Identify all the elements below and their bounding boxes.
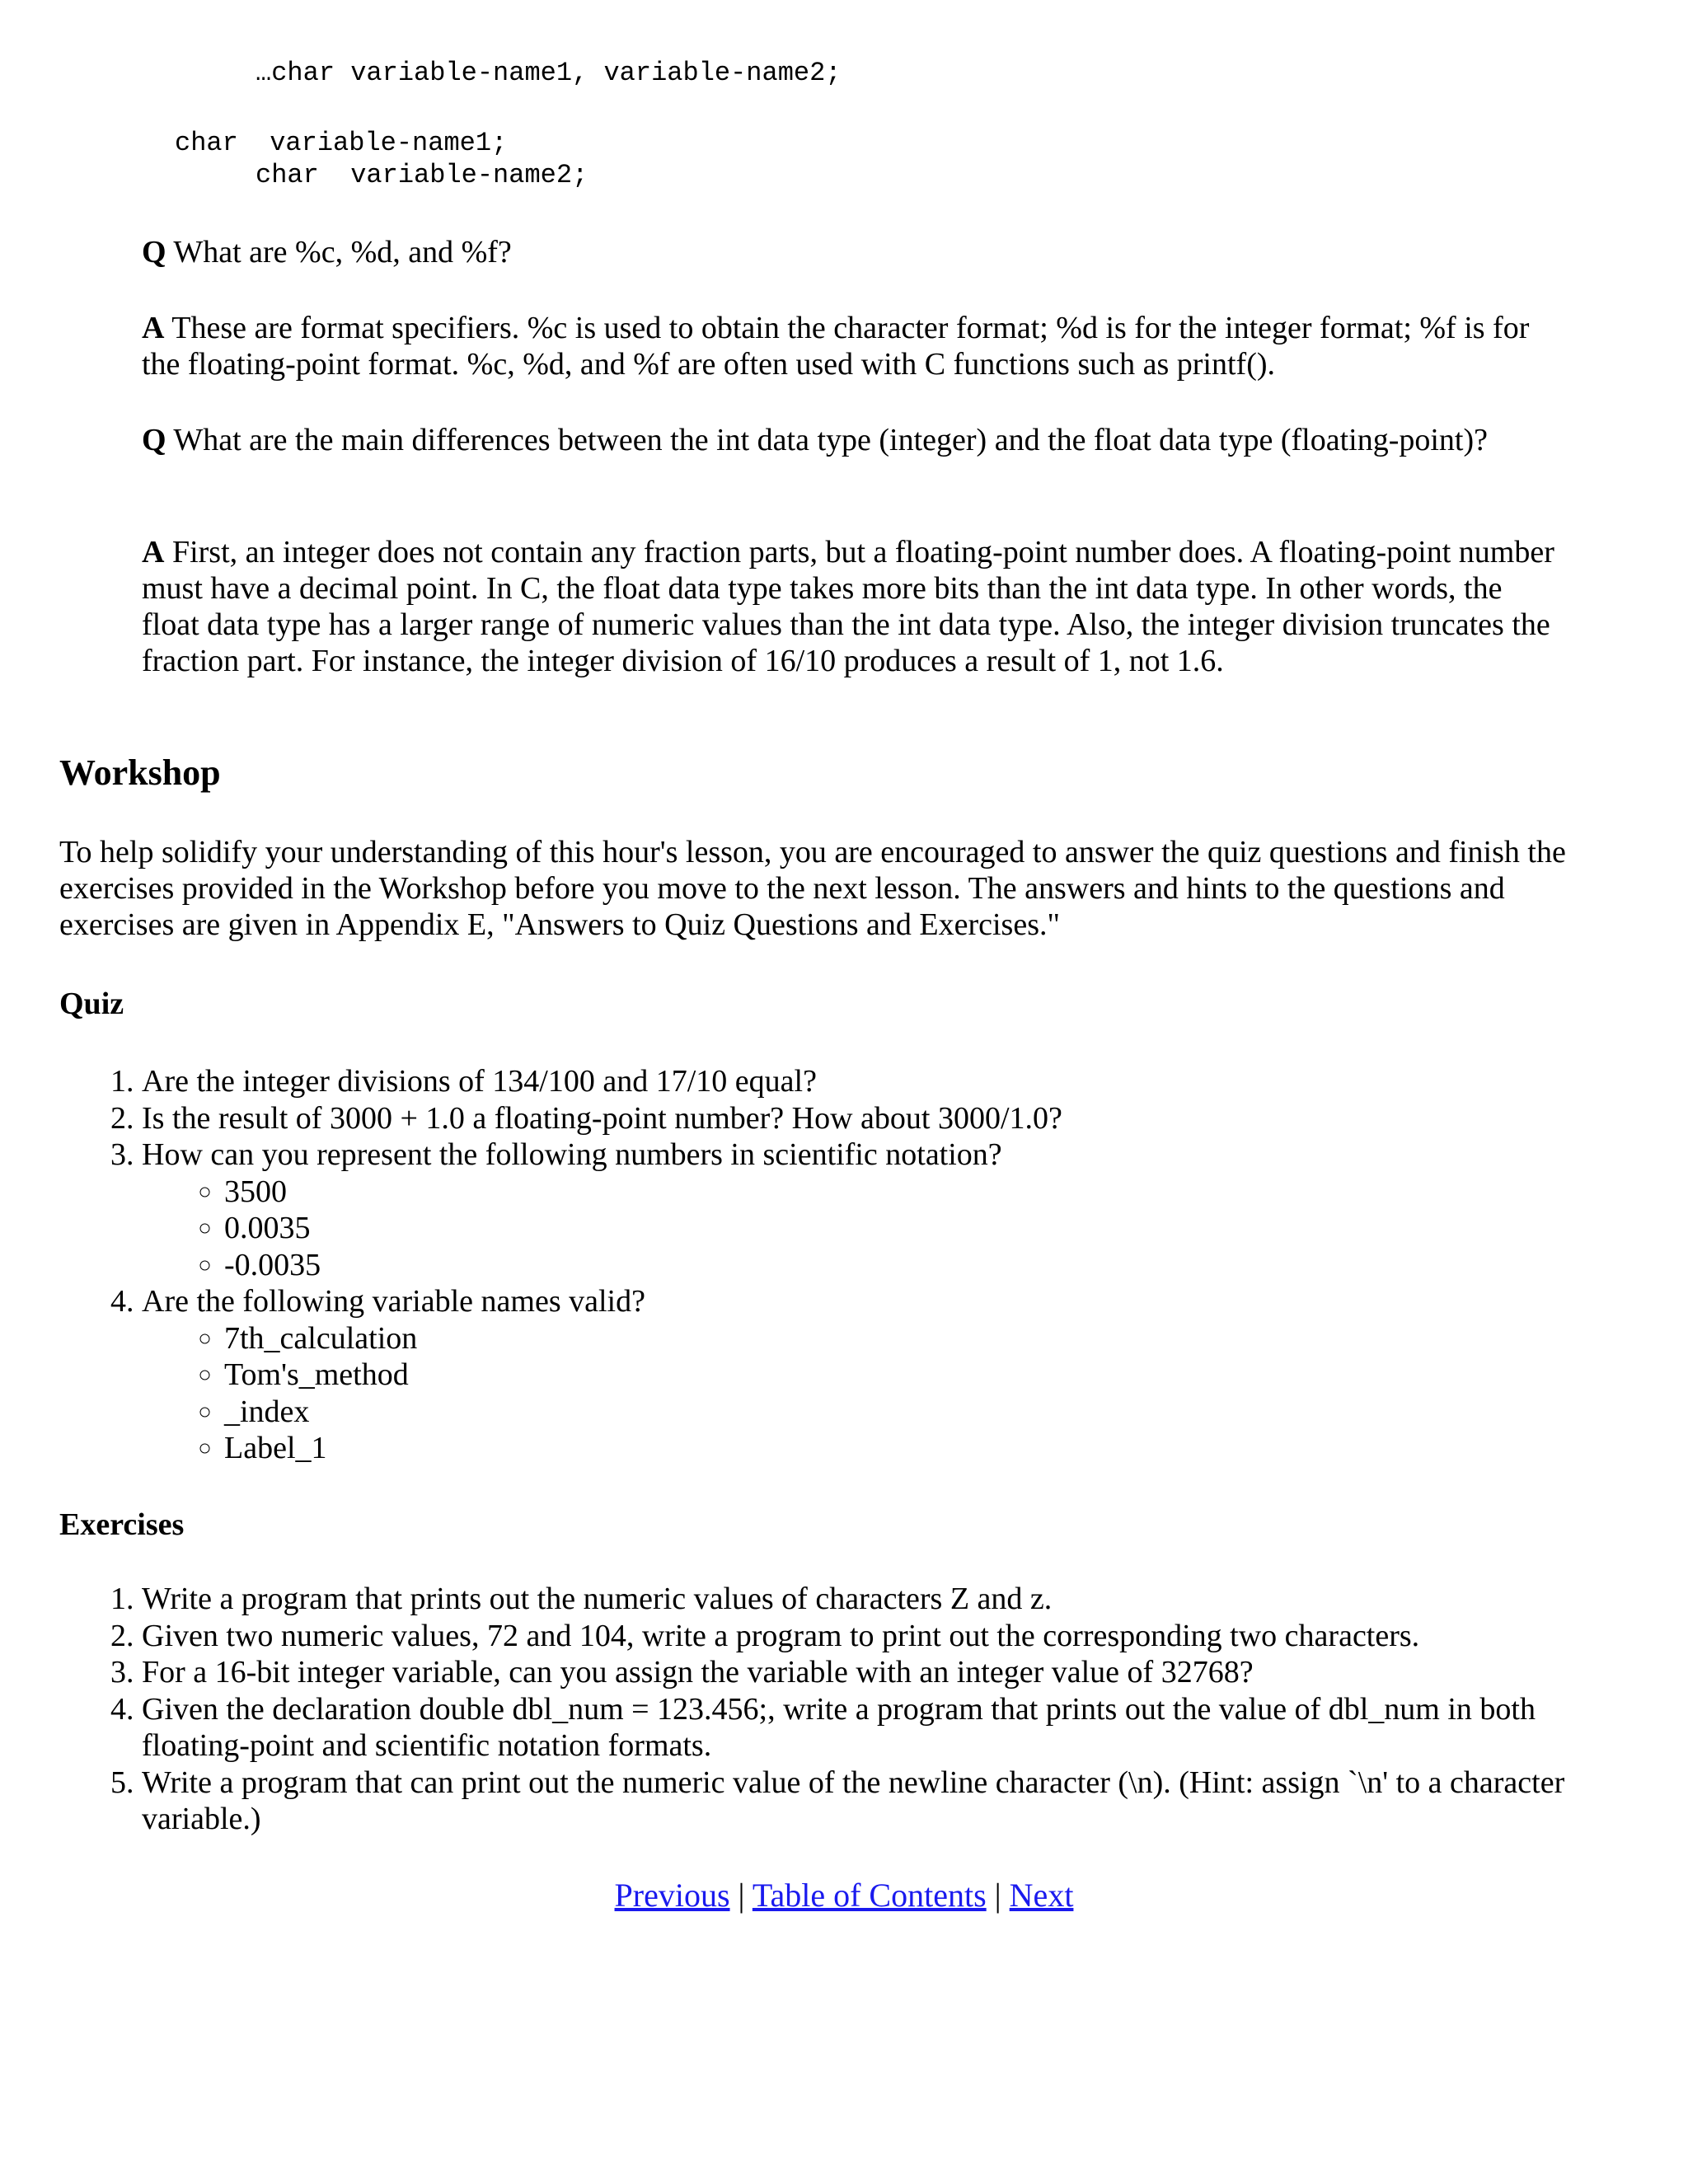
list-item: 3. For a 16-bit integer variable, can you assign the variable with an integer value of 32768? xyxy=(142,1654,1625,1691)
sub-list-item: ◦ Tom's_method xyxy=(224,1357,1625,1394)
qa-answer-2 xyxy=(142,534,1559,679)
list-item: 4. Are the following variable names valid? ◦ 7th_calculation ◦ Tom's_method ◦ _index ◦ Label_1 xyxy=(142,1283,1625,1467)
qa-question-2 xyxy=(142,422,1559,458)
code-line-3: char variable-name2; xyxy=(256,160,588,190)
qa-label: Q xyxy=(142,235,166,269)
qa-text: What are %c, %d, and %f? xyxy=(166,235,512,269)
table-of-contents-link[interactable]: Table of Contents xyxy=(752,1877,987,1914)
nav-separator: | xyxy=(729,1877,753,1914)
code-line-1: …char variable-name1, variable-name2; xyxy=(256,58,842,88)
page-navigation xyxy=(0,1876,1688,1915)
previous-link[interactable]: Previous xyxy=(614,1877,730,1914)
sub-list-item: ◦ 3500 xyxy=(224,1174,1625,1211)
quiz-heading: Quiz xyxy=(59,987,124,1021)
sub-list-item: ◦ 7th_calculation xyxy=(224,1320,1625,1357)
list-item: 3. How can you represent the following numbers in scientific notation? ◦ 3500 ◦ 0.0035 ◦ -0.0035 xyxy=(142,1137,1625,1283)
sub-list xyxy=(142,1174,1625,1284)
qa-question-1 xyxy=(142,234,1559,270)
qa-answer-1 xyxy=(142,310,1559,382)
sub-list-item: ◦ -0.0035 xyxy=(224,1247,1625,1284)
list-item: 5. Write a program that can print out the numeric value of the newline character (\n). (Hint: assign `\n' to a character variable.) xyxy=(142,1765,1625,1838)
exercises-list xyxy=(142,1581,1625,1838)
list-item: 1. Write a program that prints out the numeric values of characters Z and z. xyxy=(142,1581,1625,1618)
qa-label: Q xyxy=(142,423,166,457)
sub-list-item: ◦ 0.0035 xyxy=(224,1210,1625,1247)
qa-text: What are the main differences between the int data type (integer) and the float data type (floating-point)? xyxy=(166,423,1488,457)
workshop-intro: To help solidify your understanding of this hour's lesson, you are encouraged to answer the quiz questions and finish the exercises provided in the Workshop before you move to the next lesson. The answers and hints to the questions and exercises are given in Appendix E, "Answers to Quiz Questions and Exercises." xyxy=(59,835,1566,942)
workshop-heading: Workshop xyxy=(59,752,221,793)
sub-list-item: ◦ _index xyxy=(224,1394,1625,1431)
list-item: 2. Given two numeric values, 72 and 104, write a program to print out the corresponding two characters. xyxy=(142,1618,1625,1655)
list-item: 1. Are the integer divisions of 134/100 and 17/10 equal? xyxy=(142,1063,1625,1100)
nav-separator: | xyxy=(986,1877,1010,1914)
qa-label: A xyxy=(142,311,165,345)
list-item: 4. Given the declaration double dbl_num = 123.456;, write a program that prints out the value of dbl_num in both floating-point and scientific notation formats. xyxy=(142,1691,1625,1765)
qa-text: First, an integer does not contain any fraction parts, but a floating-point number does. A floating-point number must have a decimal point. In C, the float data type takes more bits than the int data type. In other words, the float data type has a larger range of numeric values than the int data type. Also, the integer division truncates the fraction part. For instance, the integer division of 16/10 produces a result of 1, not 1.6. xyxy=(142,535,1554,678)
sub-list-item: ◦ Label_1 xyxy=(224,1430,1625,1467)
quiz-list xyxy=(142,1063,1625,1467)
code-line-2: char variable-name1; xyxy=(175,128,508,158)
qa-label: A xyxy=(142,535,165,569)
exercises-heading: Exercises xyxy=(59,1507,185,1542)
next-link[interactable]: Next xyxy=(1009,1877,1074,1914)
list-item: 2. Is the result of 3000 + 1.0 a floating-point number? How about 3000/1.0? xyxy=(142,1100,1625,1137)
qa-text: These are format specifiers. %c is used to obtain the character format; %d is for the integer format; %f is for the floating-point format. %c, %d, and %f are often used with C functions such as printf(). xyxy=(142,311,1530,382)
sub-list xyxy=(142,1320,1625,1467)
